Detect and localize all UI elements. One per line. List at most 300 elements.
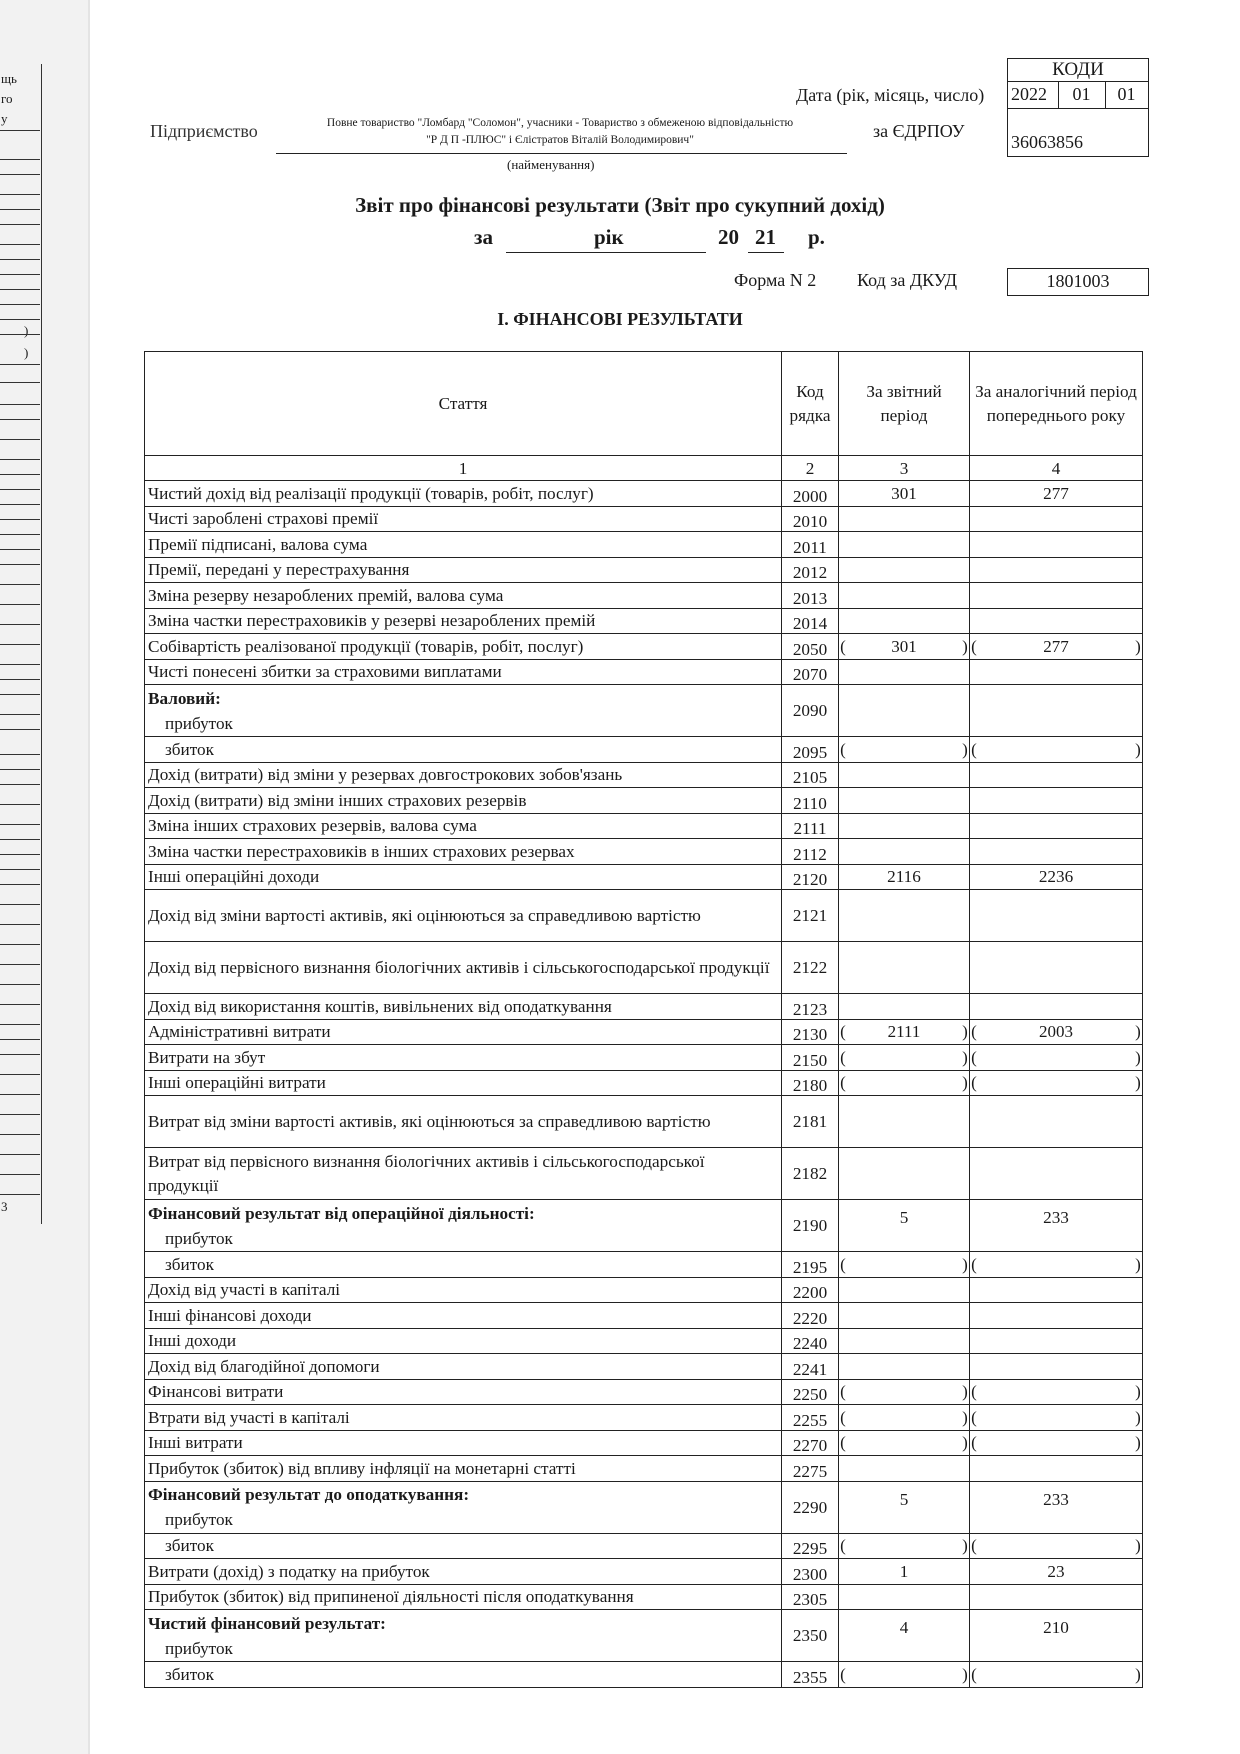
row-previous-value: 277 — [970, 481, 1143, 507]
row-code: 2270 — [782, 1430, 839, 1456]
row-label: Інші витрати — [148, 1433, 243, 1453]
table-row — [145, 942, 1143, 994]
row-code: 2290 — [782, 1481, 839, 1533]
row-previous-value — [970, 762, 1143, 788]
row-current-value: 5 — [839, 1481, 970, 1533]
row-article — [145, 737, 782, 763]
strip-fragment: 3 — [1, 1199, 8, 1214]
strip-rule — [0, 1174, 40, 1175]
row-previous-value: 2236 — [970, 864, 1143, 890]
row-article — [145, 890, 782, 942]
table-row — [145, 1148, 1143, 1200]
open-paren: ( — [840, 1073, 846, 1093]
strip-rule — [0, 224, 40, 225]
year-underline — [748, 252, 784, 253]
row-article — [145, 506, 782, 532]
row-current-value — [839, 1584, 970, 1610]
table-header-row — [145, 352, 1143, 456]
row-label: Дохід від первісного визнання біологічних активів і сільськогосподарської продукції — [148, 957, 770, 977]
table-row — [145, 1045, 1143, 1071]
row-code: 2070 — [782, 659, 839, 685]
row-label: Адміністративні витрати — [148, 1022, 331, 1042]
row-article — [145, 1019, 782, 1045]
open-paren: ( — [840, 1382, 846, 1402]
row-current-value — [839, 583, 970, 609]
open-paren: ( — [840, 1536, 846, 1556]
table-row — [145, 1019, 1143, 1045]
strip-rule — [0, 564, 40, 565]
strip-rule — [0, 382, 40, 383]
strip-rule — [0, 174, 40, 175]
row-previous-value: 233 — [970, 1481, 1143, 1533]
strip-rule — [0, 1094, 40, 1095]
strip-rule — [0, 404, 40, 405]
open-paren: ( — [971, 1073, 977, 1093]
column-number: 3 — [839, 456, 970, 481]
row-code: 2255 — [782, 1405, 839, 1431]
close-paren: ) — [1135, 1073, 1141, 1093]
row-article — [145, 1662, 782, 1688]
close-paren: ) — [1135, 1382, 1141, 1402]
row-code: 2111 — [782, 813, 839, 839]
open-paren: ( — [971, 1536, 977, 1556]
row-label: Зміна частки перестраховиків в інших страхових резервах — [148, 841, 575, 861]
row-current-value — [839, 1070, 970, 1096]
row-code: 2241 — [782, 1354, 839, 1380]
row-current-value — [839, 1303, 970, 1329]
row-code: 2130 — [782, 1019, 839, 1045]
close-paren: ) — [1135, 636, 1141, 656]
row-label: Зміна інших страхових резервів, валова сума — [148, 816, 477, 836]
row-previous-value — [970, 1045, 1143, 1071]
row-previous-value — [970, 506, 1143, 532]
row-current-value: 1 — [839, 1559, 970, 1585]
open-paren: ( — [971, 1022, 977, 1042]
row-previous-value — [970, 942, 1143, 994]
row-article — [145, 762, 782, 788]
row-previous-value — [970, 685, 1143, 737]
row-current-value — [839, 1096, 970, 1148]
date-day: 01 — [1105, 82, 1149, 109]
table-row — [145, 1379, 1143, 1405]
row-current-value — [839, 1354, 970, 1380]
row-code: 2013 — [782, 583, 839, 609]
row-previous-value — [970, 1277, 1143, 1303]
row-label: Втрати від участі в капіталі — [148, 1407, 350, 1427]
close-paren: ) — [962, 636, 968, 656]
row-current-value — [839, 1019, 970, 1045]
table-row — [145, 506, 1143, 532]
row-article — [145, 1430, 782, 1456]
table-row — [145, 1610, 1143, 1662]
table-row — [145, 1559, 1143, 1585]
report-title: Звіт про фінансові результати (Звіт про сукупний дохід) — [355, 193, 885, 217]
table-row — [145, 481, 1143, 507]
open-paren: ( — [971, 1433, 977, 1453]
row-group-title: Фінансовий результат до оподаткування: — [148, 1485, 470, 1504]
strip-rule — [0, 1004, 40, 1005]
open-paren: ( — [971, 1047, 977, 1067]
table-row — [145, 532, 1143, 558]
date-year: 2022 — [1007, 82, 1059, 109]
table-row — [145, 1277, 1143, 1303]
row-current-value — [839, 890, 970, 942]
close-paren: ) — [962, 1407, 968, 1427]
table-row — [145, 1096, 1143, 1148]
row-label: Інші фінансові доходи — [148, 1305, 312, 1325]
close-paren: ) — [962, 1664, 968, 1684]
date-month: 01 — [1058, 82, 1106, 109]
row-article — [145, 532, 782, 558]
close-paren: ) — [962, 1536, 968, 1556]
row-article — [145, 1328, 782, 1354]
row-label: Собівартість реалізованої продукції (товарів, робіт, послуг) — [148, 636, 584, 656]
enterprise-name-line2: "Р Д П -ПЛЮС" і Єлістратов Віталій Володимирович" — [426, 134, 694, 146]
table-row — [145, 1354, 1143, 1380]
row-label: Дохід від зміни вартості активів, які оцінюються за справедливою вартістю — [148, 906, 701, 925]
row-label: Витрати (дохід) з податку на прибуток — [148, 1561, 430, 1581]
row-code: 2180 — [782, 1070, 839, 1096]
row-label: Дохід від використання коштів, вивільнених від оподаткування — [148, 996, 612, 1016]
row-code: 2050 — [782, 634, 839, 660]
row-previous-value — [970, 788, 1143, 814]
row-label: Витрати на збут — [148, 1047, 266, 1067]
row-article — [145, 659, 782, 685]
row-code: 2090 — [782, 685, 839, 737]
period-underline — [506, 252, 706, 253]
open-paren: ( — [840, 1022, 846, 1042]
row-article — [145, 1277, 782, 1303]
row-previous-value: 233 — [970, 1200, 1143, 1252]
strip-rule — [0, 679, 40, 680]
row-sub-label: прибуток — [165, 1638, 233, 1658]
open-paren: ( — [840, 1047, 846, 1067]
row-current-value — [839, 788, 970, 814]
row-current-value — [839, 634, 970, 660]
row-previous-value: 23 — [970, 1559, 1143, 1585]
strip-rule — [0, 489, 40, 490]
form-number: Форма N 2 — [734, 270, 817, 290]
row-previous-value — [970, 1584, 1143, 1610]
row-previous-value — [970, 608, 1143, 634]
row-article — [145, 1354, 782, 1380]
table-row — [145, 813, 1143, 839]
row-label: Зміна частки перестраховиків у резерві незароблених премій — [148, 611, 596, 631]
row-article — [145, 1070, 782, 1096]
open-paren: ( — [971, 1664, 977, 1684]
row-article — [145, 608, 782, 634]
row-previous-value — [970, 1303, 1143, 1329]
row-label: Дохід від благодійної допомоги — [148, 1356, 380, 1376]
row-previous-value — [970, 1430, 1143, 1456]
open-paren: ( — [971, 636, 977, 656]
row-current-value — [839, 1662, 970, 1688]
row-article — [145, 788, 782, 814]
row-code: 2000 — [782, 481, 839, 507]
row-current-value: 5 — [839, 1200, 970, 1252]
strip-rule — [0, 1154, 40, 1155]
enterprise-name — [280, 115, 840, 149]
header-previous: За аналогічний період попереднього року — [970, 352, 1143, 456]
row-label: Інші операційні витрати — [148, 1073, 326, 1093]
table-row — [145, 1070, 1143, 1096]
row-code: 2123 — [782, 994, 839, 1020]
row-current-value — [839, 1277, 970, 1303]
row-current-value — [839, 1328, 970, 1354]
strip-rule — [0, 884, 40, 885]
strip-rule — [0, 1134, 40, 1135]
strip-rule — [0, 664, 40, 665]
row-article — [145, 1303, 782, 1329]
strip-rule — [0, 1024, 40, 1025]
row-previous-value — [970, 1096, 1143, 1148]
row-code: 2122 — [782, 942, 839, 994]
strip-rule — [0, 459, 40, 460]
close-paren: ) — [1135, 1022, 1141, 1042]
strip-rule — [0, 1074, 40, 1075]
row-label: Дохід (витрати) від зміни у резервах довгострокових зобов'язань — [148, 765, 623, 785]
close-paren: ) — [962, 1433, 968, 1453]
row-current-value — [839, 685, 970, 737]
row-previous-value — [970, 583, 1143, 609]
table-row — [145, 634, 1143, 660]
strip-rule — [0, 244, 40, 245]
row-article — [145, 994, 782, 1020]
row-code: 2190 — [782, 1200, 839, 1252]
strip-rule — [0, 474, 40, 475]
strip-rule — [0, 439, 40, 440]
close-paren: ) — [1135, 1433, 1141, 1453]
strip-rule — [0, 714, 40, 715]
row-code: 2095 — [782, 737, 839, 763]
dkud-label: Код за ДКУД — [857, 270, 957, 290]
row-current-value — [839, 608, 970, 634]
row-previous-value — [970, 994, 1143, 1020]
table-row — [145, 1481, 1143, 1533]
row-code: 2350 — [782, 1610, 839, 1662]
row-label: Прибуток (збиток) від припиненої діяльності після оподаткування — [148, 1587, 634, 1607]
page-fold-line — [88, 0, 90, 1754]
strip-rule — [0, 604, 40, 605]
row-previous-value — [970, 839, 1143, 865]
strip-rule — [0, 534, 40, 535]
strip-rule — [0, 824, 40, 825]
column-number: 4 — [970, 456, 1143, 481]
row-article — [145, 1456, 782, 1482]
table-row — [145, 1584, 1143, 1610]
period-type: рік — [594, 225, 624, 249]
row-current-value — [839, 1430, 970, 1456]
enterprise-underline — [276, 153, 847, 154]
strip-rule — [0, 259, 40, 260]
year-prefix: 20 — [718, 225, 739, 249]
row-label: Чисті понесені збитки за страховими виплатами — [148, 662, 502, 682]
row-code: 2182 — [782, 1148, 839, 1200]
row-label: Зміна резерву незароблених премій, валова сума — [148, 585, 504, 605]
row-code: 2012 — [782, 557, 839, 583]
open-paren: ( — [840, 1407, 846, 1427]
header-current: За звітний період — [839, 352, 970, 456]
row-article — [145, 813, 782, 839]
strip-rule — [0, 944, 40, 945]
row-previous-value — [970, 532, 1143, 558]
row-code: 2181 — [782, 1096, 839, 1148]
row-previous-value — [970, 634, 1143, 660]
strip-rule — [0, 924, 40, 925]
edrpou-code: 36063856 — [1007, 108, 1149, 157]
row-article — [145, 1610, 782, 1662]
row-current-value: 4 — [839, 1610, 970, 1662]
codes-header: КОДИ — [1007, 58, 1149, 82]
row-code: 2120 — [782, 864, 839, 890]
edrpou-label: за ЄДРПОУ — [873, 121, 965, 141]
row-current-value — [839, 1533, 970, 1559]
open-paren: ( — [971, 1407, 977, 1427]
row-code: 2295 — [782, 1533, 839, 1559]
row-current-value — [839, 737, 970, 763]
row-article — [145, 1045, 782, 1071]
value-text: 2111 — [887, 1022, 921, 1042]
row-article — [145, 1379, 782, 1405]
row-sub-label: прибуток — [165, 1510, 233, 1529]
row-label: Премії підписані, валова сума — [148, 534, 368, 554]
strip-rule — [0, 869, 40, 870]
row-label: Витрат від первісного визнання біологічних активів і сільськогосподарської продукції — [148, 1151, 705, 1195]
row-code: 2200 — [782, 1277, 839, 1303]
section-title: I. ФІНАНСОВІ РЕЗУЛЬТАТИ — [497, 309, 743, 329]
table-row — [145, 608, 1143, 634]
strip-fragment: у — [1, 111, 8, 126]
row-label: Дохід від участі в капіталі — [148, 1280, 341, 1300]
open-paren: ( — [840, 1254, 846, 1274]
row-article — [145, 1200, 782, 1252]
strip-rule — [0, 964, 40, 965]
row-article — [145, 1481, 782, 1533]
row-article — [145, 1559, 782, 1585]
enterprise-caption: (найменування) — [507, 157, 595, 172]
strip-rule — [0, 644, 40, 645]
value-text: 2003 — [1039, 1022, 1073, 1042]
table-row — [145, 1303, 1143, 1329]
table-row — [145, 1200, 1143, 1252]
row-previous-value — [970, 1405, 1143, 1431]
table-row — [145, 685, 1143, 737]
table-row — [145, 1533, 1143, 1559]
row-code: 2105 — [782, 762, 839, 788]
strip-fragment: го — [1, 91, 13, 106]
row-current-value — [839, 1405, 970, 1431]
row-previous-value — [970, 890, 1143, 942]
row-current-value — [839, 813, 970, 839]
row-code: 2250 — [782, 1379, 839, 1405]
close-paren: ) — [962, 1073, 968, 1093]
column-number-row — [145, 456, 1143, 481]
table-row — [145, 839, 1143, 865]
year-suffix: 21 — [755, 225, 776, 249]
row-previous-value — [970, 1070, 1143, 1096]
row-article — [145, 942, 782, 994]
row-label: Премії, передані у перестрахування — [148, 560, 410, 580]
strip-rule — [0, 364, 40, 365]
row-code: 2305 — [782, 1584, 839, 1610]
value-text: 277 — [1043, 636, 1069, 656]
row-previous-value — [970, 1354, 1143, 1380]
row-article — [145, 864, 782, 890]
table-row — [145, 1252, 1143, 1278]
strip-rule — [0, 984, 40, 985]
strip-rule — [0, 729, 40, 730]
row-code: 2355 — [782, 1662, 839, 1688]
row-code: 2121 — [782, 890, 839, 942]
strip-rule — [0, 804, 40, 805]
row-previous-value — [970, 1533, 1143, 1559]
row-code: 2275 — [782, 1456, 839, 1482]
open-paren: ( — [840, 1433, 846, 1453]
row-article — [145, 1584, 782, 1610]
open-paren: ( — [840, 636, 846, 656]
close-paren: ) — [1135, 1047, 1141, 1067]
row-article — [145, 1533, 782, 1559]
row-code: 2195 — [782, 1252, 839, 1278]
row-label: Інші операційні доходи — [148, 867, 320, 887]
row-label: Чисті зароблені страхові премії — [148, 509, 379, 529]
row-article — [145, 839, 782, 865]
row-current-value — [839, 994, 970, 1020]
table-row — [145, 788, 1143, 814]
close-paren: ) — [962, 1047, 968, 1067]
row-current-value: 301 — [839, 481, 970, 507]
row-article — [145, 634, 782, 660]
strip-rule — [0, 289, 40, 290]
strip-rule — [0, 839, 40, 840]
strip-rule — [0, 694, 40, 695]
strip-rule — [0, 1114, 40, 1115]
strip-rule — [0, 769, 40, 770]
close-paren: ) — [1135, 1254, 1141, 1274]
table-row — [145, 1328, 1143, 1354]
strip-rule — [0, 549, 40, 550]
row-code: 2240 — [782, 1328, 839, 1354]
row-previous-value — [970, 557, 1143, 583]
strip-rule — [0, 504, 40, 505]
strip-fragment: ) — [24, 345, 29, 360]
row-previous-value — [970, 737, 1143, 763]
row-article — [145, 557, 782, 583]
row-code: 2220 — [782, 1303, 839, 1329]
table-row — [145, 994, 1143, 1020]
row-previous-value — [970, 1379, 1143, 1405]
row-sub-label: прибуток — [165, 1228, 233, 1248]
table-row — [145, 1456, 1143, 1482]
row-group-title: Фінансовий результат від операційної діяльності: — [148, 1203, 535, 1223]
table-row — [145, 1405, 1143, 1431]
close-paren: ) — [1135, 1536, 1141, 1556]
close-paren: ) — [962, 739, 968, 759]
row-previous-value — [970, 1019, 1143, 1045]
open-paren: ( — [840, 1664, 846, 1684]
strip-rule — [0, 854, 40, 855]
strip-fragment: ) — [24, 323, 29, 338]
row-code: 2010 — [782, 506, 839, 532]
table-row — [145, 659, 1143, 685]
row-article — [145, 685, 782, 737]
row-previous-value — [970, 1328, 1143, 1354]
row-current-value — [839, 506, 970, 532]
close-paren: ) — [962, 1022, 968, 1042]
column-number: 2 — [782, 456, 839, 481]
row-code: 2110 — [782, 788, 839, 814]
row-code: 2150 — [782, 1045, 839, 1071]
